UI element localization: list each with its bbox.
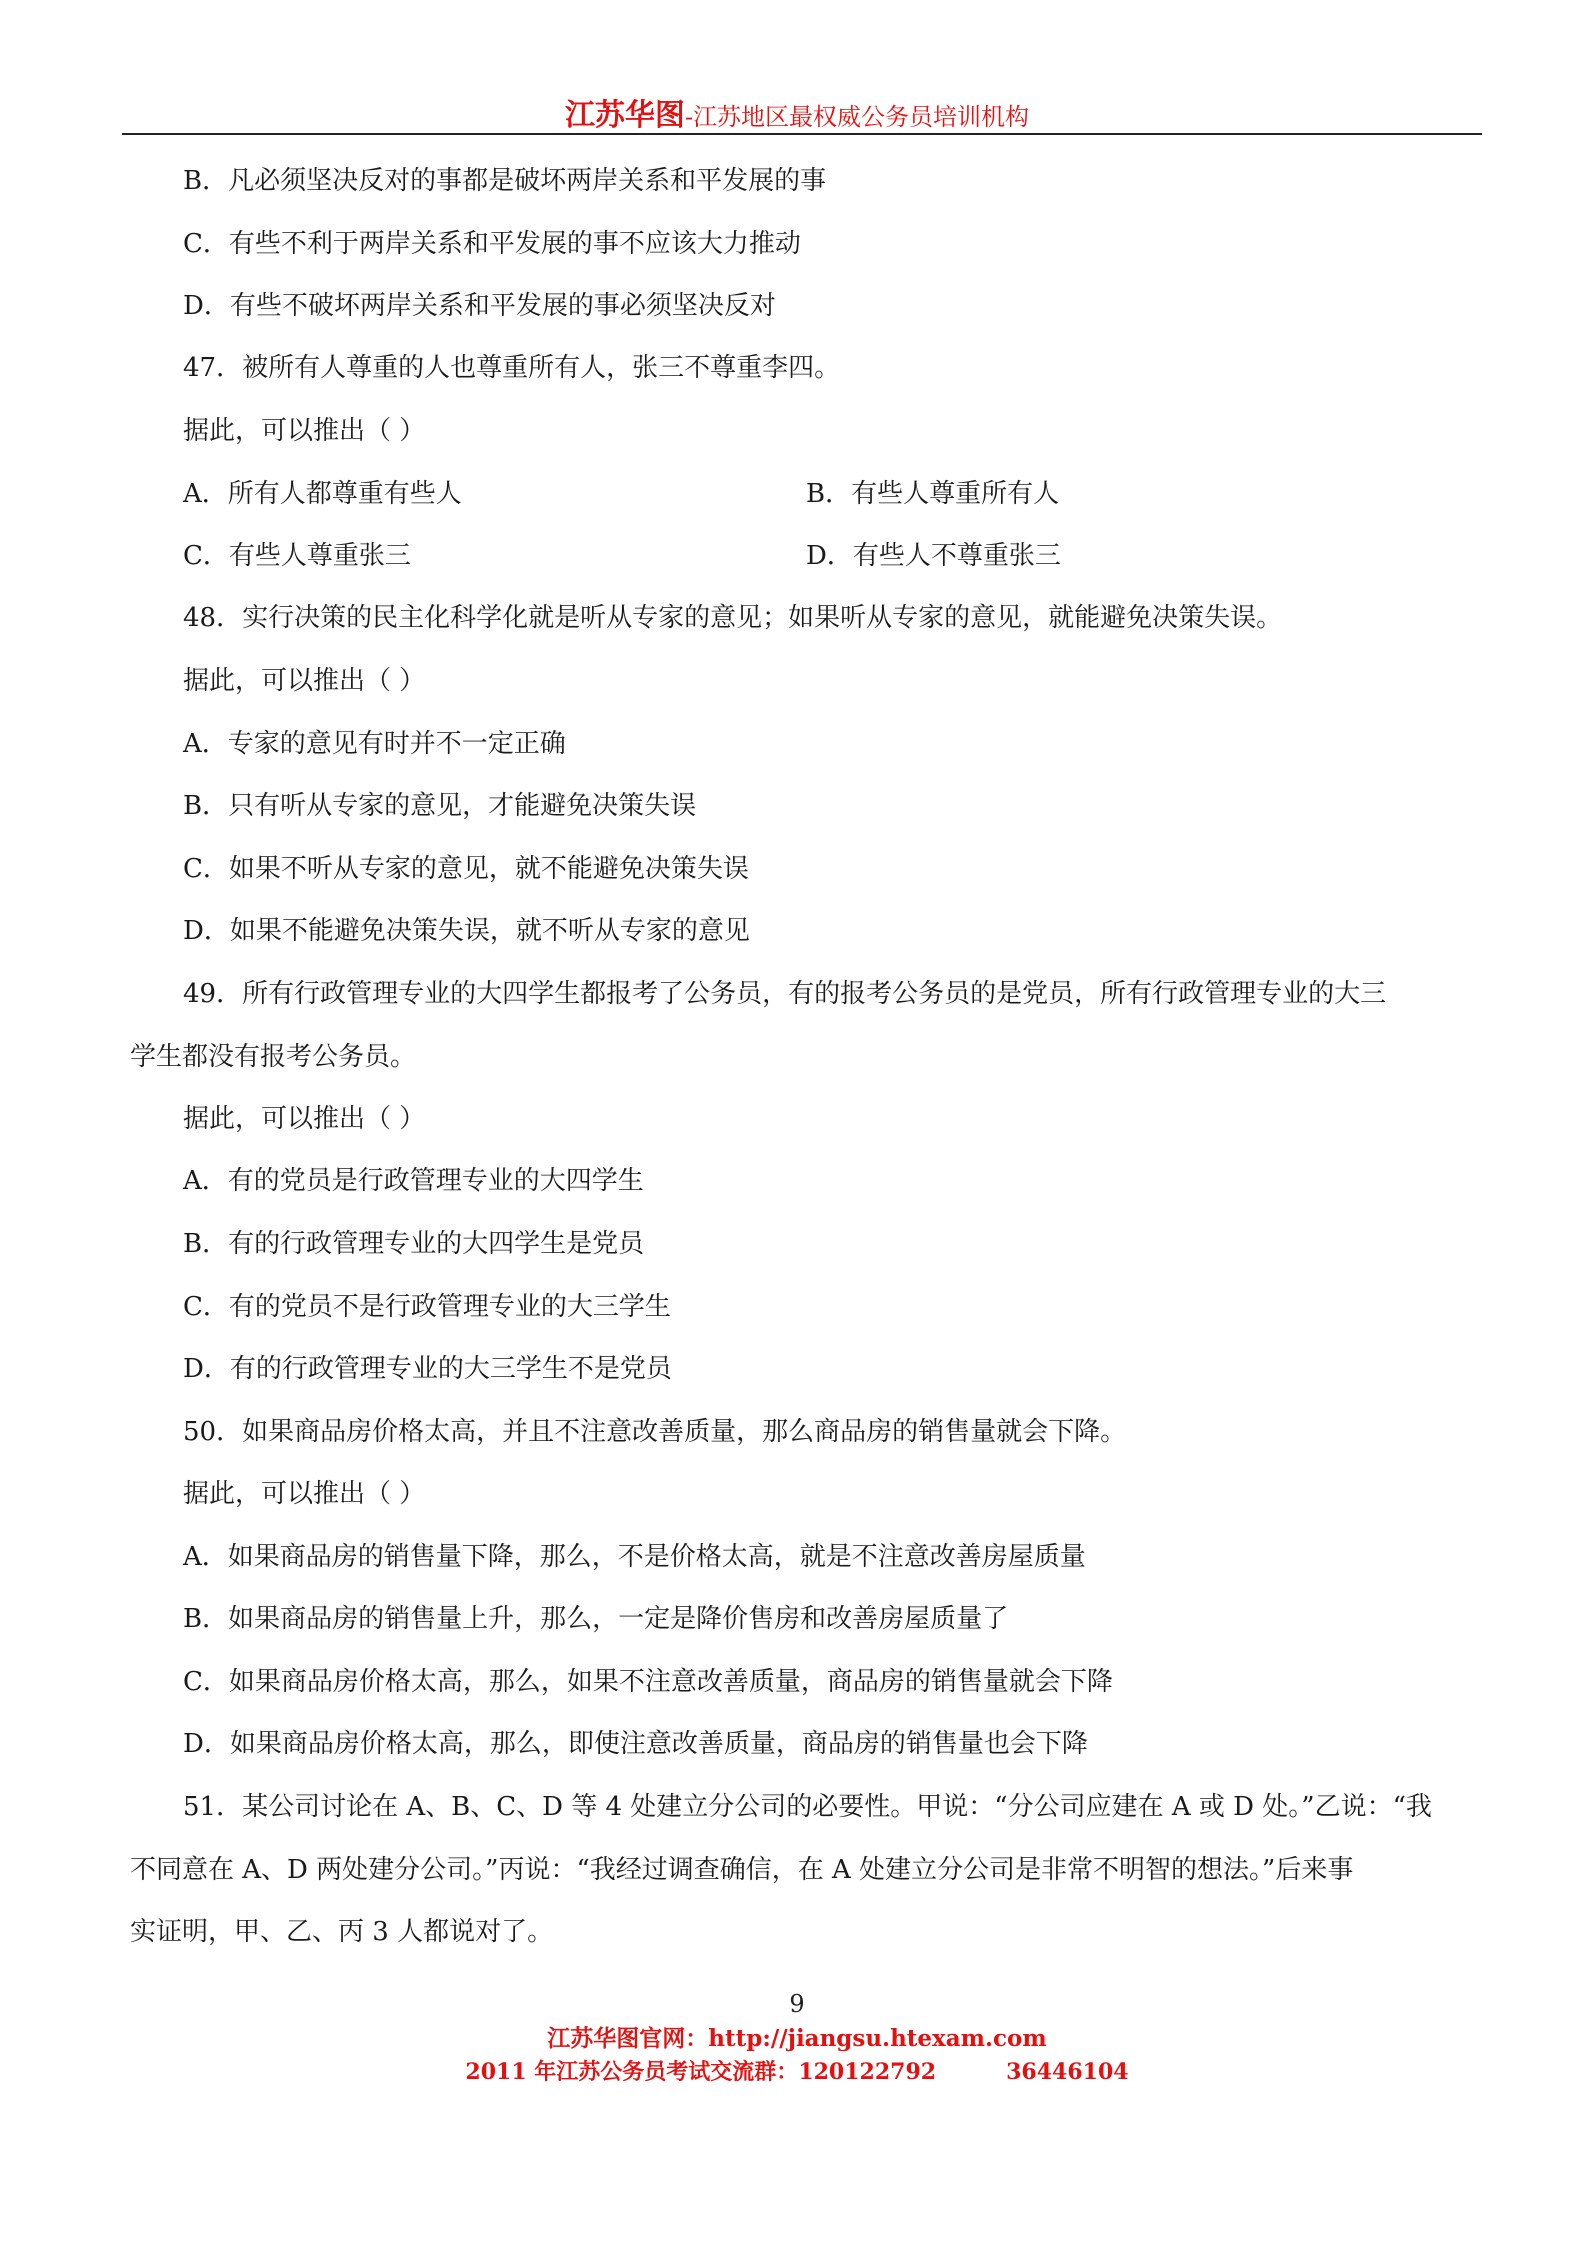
option-50-b: B．如果商品房的销售量上升，那么，一定是降价售房和改善房屋质量了 xyxy=(183,1604,1009,1634)
option-48-a: A．专家的意见有时并不一定正确 xyxy=(183,729,566,759)
prompt-47: 据此，可以推出（ ） xyxy=(183,416,426,446)
question-49: 49．所有行政管理专业的大四学生都报考了公务员，有的报考公务员的是党员，所有行政管理专业的大三 xyxy=(183,979,1387,1009)
footer-group-1: 120122792 xyxy=(798,2059,937,2085)
footer-site xyxy=(0,2020,1594,2053)
footer-site-link[interactable]: http://jiangsu.htexam.com xyxy=(708,2025,1047,2052)
footer-group-2: 36446104 xyxy=(1006,2059,1129,2085)
prompt-50: 据此，可以推出（ ） xyxy=(183,1479,426,1509)
option-49-a: A．有的党员是行政管理专业的大四学生 xyxy=(183,1166,644,1196)
option-47-d: D．有些人不尊重张三 xyxy=(806,541,1061,571)
header-divider xyxy=(122,133,1482,135)
option-48-b: B．只有听从专家的意见，才能避免决策失误 xyxy=(183,791,697,821)
option-47-b: B．有些人尊重所有人 xyxy=(806,479,1060,509)
question-47: 47．被所有人尊重的人也尊重所有人，张三不尊重李四。 xyxy=(183,353,841,383)
question-48: 48．实行决策的民主化科学化就是听从专家的意见；如果听从专家的意见，就能避免决策失误。 xyxy=(183,603,1283,633)
question-51-cont-1: 不同意在 A、D 两处建分公司。”丙说：“我经过调查确信，在 A 处建立分公司是非常不明智的想法。”后来事 xyxy=(130,1855,1354,1885)
option-49-c: C．有的党员不是行政管理专业的大三学生 xyxy=(183,1292,671,1322)
footer-site-label: 江苏华图官网： xyxy=(547,2025,709,2052)
question-50: 50．如果商品房价格太高，并且不注意改善质量，那么商品房的销售量就会下降。 xyxy=(183,1417,1127,1447)
option-46-c: C．有些不利于两岸关系和平发展的事不应该大力推动 xyxy=(183,229,801,259)
page-number: 9 xyxy=(789,1990,805,2018)
prompt-48: 据此，可以推出（ ） xyxy=(183,666,426,696)
option-50-a: A．如果商品房的销售量下降，那么，不是价格太高，就是不注意改善房屋质量 xyxy=(183,1542,1086,1572)
footer-groups xyxy=(0,2055,1594,2086)
footer-group-label: 2011 年江苏公务员考试交流群： xyxy=(465,2059,799,2085)
question-51: 51．某公司讨论在 A、B、C、D 等 4 处建立分公司的必要性。甲说：“分公司应建在 A 或 D 处。”乙说：“我 xyxy=(183,1792,1432,1822)
option-49-b: B．有的行政管理专业的大四学生是党员 xyxy=(183,1229,645,1259)
option-50-c: C．如果商品房价格太高，那么，如果不注意改善质量，商品房的销售量就会下降 xyxy=(183,1667,1113,1697)
page-header xyxy=(0,90,1594,134)
prompt-49: 据此，可以推出（ ） xyxy=(183,1104,426,1134)
option-49-d: D．有的行政管理专业的大三学生不是党员 xyxy=(183,1354,672,1384)
option-48-d: D．如果不能避免决策失误，就不听从专家的意见 xyxy=(183,916,750,946)
option-47-c: C．有些人尊重张三 xyxy=(183,541,411,571)
option-46-b: B．凡必须坚决反对的事都是破坏两岸关系和平发展的事 xyxy=(183,166,827,196)
option-47-a: A．所有人都尊重有些人 xyxy=(183,479,462,509)
header-brand: 江苏华图 xyxy=(564,98,685,133)
question-49-cont: 学生都没有报考公务员。 xyxy=(130,1042,417,1072)
option-48-c: C．如果不听从专家的意见，就不能避免决策失误 xyxy=(183,854,749,884)
option-50-d: D．如果商品房价格太高，那么，即使注意改善质量，商品房的销售量也会下降 xyxy=(183,1729,1088,1759)
question-51-cont-2: 实证明，甲、乙、丙 3 人都说对了。 xyxy=(130,1917,554,1947)
option-46-d: D．有些不破坏两岸关系和平发展的事必须坚决反对 xyxy=(183,291,776,321)
header-tagline: -江苏地区最权威公务员培训机构 xyxy=(684,103,1030,131)
